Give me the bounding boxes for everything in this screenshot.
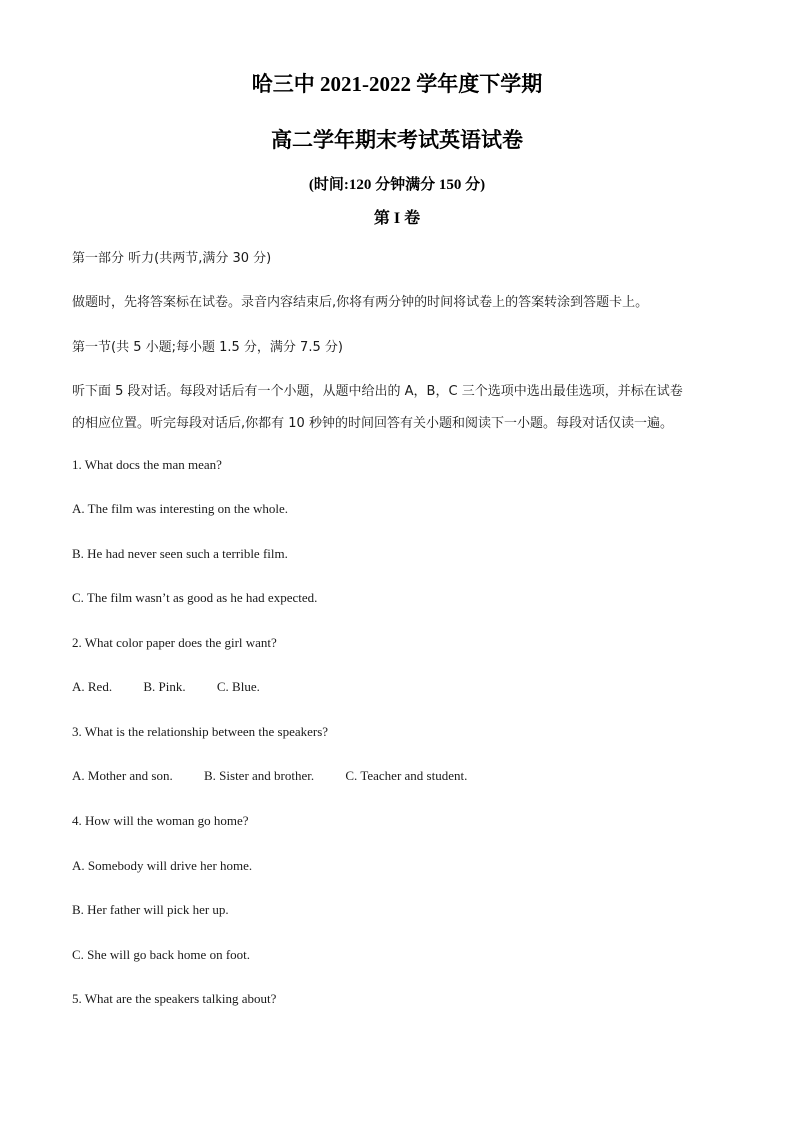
exam-time-limit: (时间:120 分钟满分 150 分) — [308, 177, 486, 193]
subsection-title: 第一节(共 5 小题;每小题 1.5 分，满分 7.5 分) — [72, 340, 343, 355]
directions-line-1: 听下面 5 段对话。每段对话后有一个小题，从题中给出的 A，B，C 三个选项中选出最佳选项，并标在试卷 — [72, 384, 683, 399]
question-2-option-a: A. Red. — [72, 679, 113, 694]
exam-volume-label: 第 I 卷 — [373, 210, 421, 227]
question-3-option-b: B. Sister and brother. — [204, 768, 315, 783]
directions-line-2: 的相应位置。听完每段对话后,你都有 10 秒钟的时间回答有关小题和阅读下一小题。每段对话仅读一遍。 — [72, 416, 673, 431]
question-4-option-c: C. She will go back home on foot. — [72, 947, 251, 962]
question-2-stem: 2. What color paper does the girl want? — [72, 635, 277, 650]
question-1-stem: 1. What docs the man mean? — [72, 457, 222, 472]
question-2-option-c: C. Blue. — [216, 679, 260, 694]
question-1-option-b: B. He had never seen such a terrible film. — [72, 546, 288, 561]
exam-title-subject: 高二学年期末考试英语试卷 — [271, 128, 523, 152]
exam-title-school: 哈三中 2021-2022 学年度下学期 — [251, 72, 543, 96]
question-3-stem: 3. What is the relationship between the speakers? — [72, 724, 329, 739]
question-4-option-b: B. Her father will pick her up. — [72, 902, 229, 917]
question-4-stem: 4. How will the woman go home? — [72, 813, 249, 828]
question-1-option-a: A. The film was interesting on the whole. — [72, 501, 289, 516]
question-5-stem: 5. What are the speakers talking about? — [72, 991, 277, 1006]
question-2-options — [72, 679, 260, 695]
question-4-option-a: A. Somebody will drive her home. — [72, 858, 253, 873]
question-1-option-c: C. The film wasn’t as good as he had expected. — [72, 590, 318, 605]
instruction-text: 做题时，先将答案标在试卷。录音内容结束后,你将有两分钟的时间将试卷上的答案转涂到答题卡上。 — [72, 295, 649, 310]
question-3-option-a: A. Mother and son. — [72, 768, 173, 783]
question-3-options — [72, 768, 467, 784]
question-3-option-c: C. Teacher and student. — [345, 768, 468, 783]
part-title: 第一部分 听力(共两节,满分 30 分) — [72, 251, 272, 266]
question-2-option-b: B. Pink. — [143, 679, 186, 694]
